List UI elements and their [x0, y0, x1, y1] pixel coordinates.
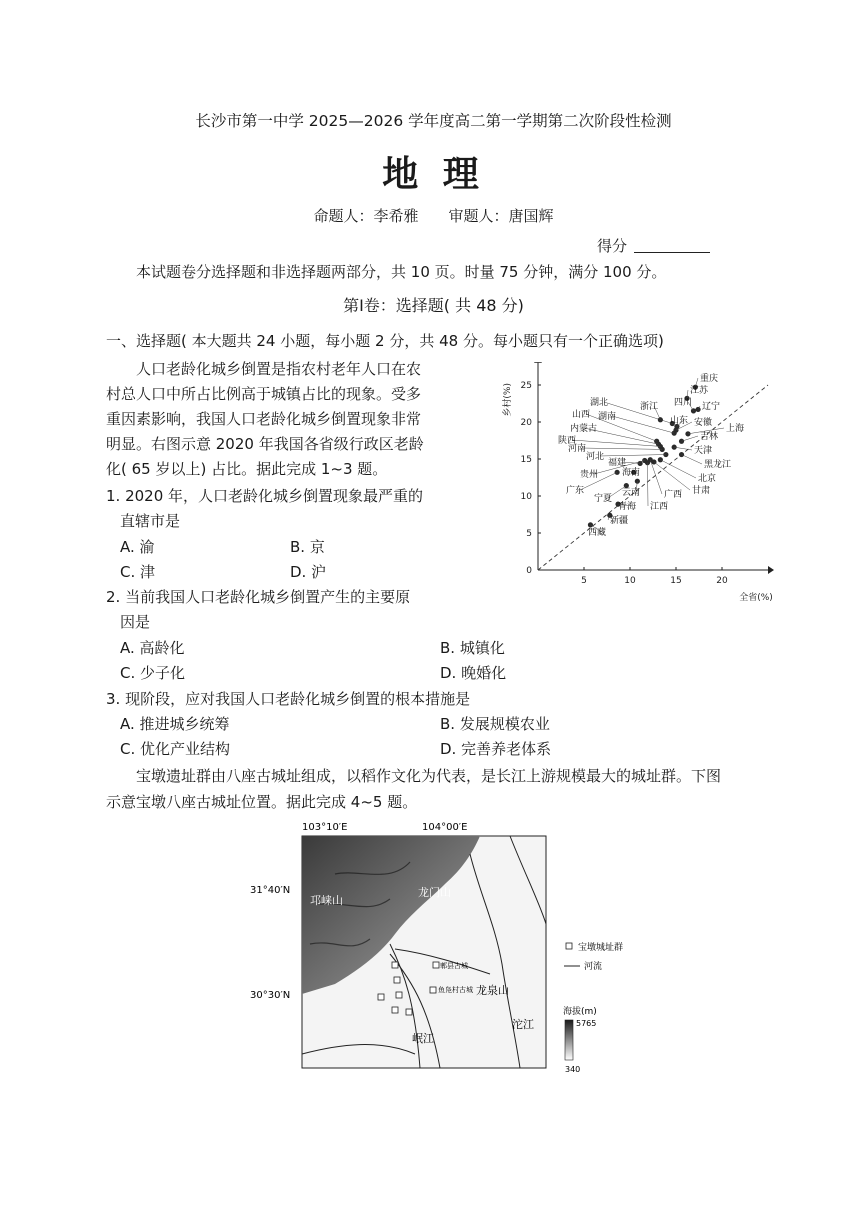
x-tick-label: 5 — [581, 576, 587, 586]
option-a[interactable]: A. 渝 — [120, 538, 155, 556]
y-tick-label: 15 — [520, 455, 532, 465]
point-label: 宁夏 — [594, 494, 613, 504]
x-tick-label: 20 — [716, 576, 728, 586]
legend-elev-bar — [565, 1020, 573, 1060]
leader-line — [674, 447, 692, 450]
intro-line: 化( 65 岁以上) 占比。据此完成 1~3 题。 — [106, 460, 388, 478]
mountain-label: 邛崃山 — [310, 894, 343, 907]
leader-line — [612, 416, 674, 433]
data-point — [588, 522, 593, 527]
leader-line — [600, 455, 666, 456]
volume-title: 第Ⅰ卷：选择题( 共 48 分) — [343, 296, 524, 315]
option-c[interactable]: C. 津 — [120, 563, 156, 581]
point-label: 江西 — [650, 502, 669, 512]
option-b[interactable]: B. 发展规模农业 — [440, 715, 550, 733]
site-label: 鱼凫村古城 — [438, 986, 473, 994]
section-heading: 一、选择题( 本大题共 24 小题，每小题 2 分，共 48 分。每小题只有一个正确选项) — [106, 332, 664, 350]
option-c[interactable]: C. 优化产业结构 — [120, 740, 231, 758]
intro-line: 村总人口中所占比例高于城镇占比的现象。受多 — [106, 385, 422, 403]
river-label: 沱江 — [512, 1018, 534, 1031]
y-tick-label: 25 — [520, 381, 532, 391]
lat-label: 30°30′N — [250, 990, 291, 1001]
point-label: 青海 — [618, 502, 637, 512]
point-label: 重庆 — [700, 374, 719, 384]
point-label: 天津 — [694, 446, 713, 456]
score-label: 得分 — [597, 237, 628, 255]
point-label: 海南 — [622, 468, 641, 478]
y-tick-label: 10 — [520, 492, 532, 502]
point-label: 上海 — [726, 424, 745, 434]
river-label: 岷江 — [412, 1032, 434, 1045]
lon-label: 103°10′E — [302, 822, 348, 833]
x-tick-label: 15 — [670, 576, 682, 586]
option-d[interactable]: D. 晚婚化 — [440, 664, 507, 682]
option-d[interactable]: D. 沪 — [290, 563, 327, 581]
point-label: 甘肃 — [692, 486, 711, 496]
option-b[interactable]: B. 京 — [290, 538, 325, 556]
point-label: 新疆 — [610, 516, 629, 526]
question-stem: 3. 现阶段，应对我国人口老龄化城乡倒置的根本措施是 — [106, 690, 471, 708]
leader-line — [647, 463, 648, 506]
instructions: 本试题卷分选择题和非选择题两部分，共 10 页。时量 75 分钟，满分 100 分。 — [136, 263, 667, 281]
y-axis-title: 乡村(%) — [503, 383, 513, 417]
subject-title: 地 理 — [382, 153, 485, 195]
point-label: 湖南 — [598, 412, 617, 422]
aging-scatter-chart — [490, 362, 790, 602]
legend-elev-min: 340 — [565, 1065, 581, 1074]
point-label: 四川 — [674, 398, 693, 408]
point-label: 北京 — [698, 474, 717, 484]
option-a[interactable]: A. 推进城乡统筹 — [120, 715, 230, 733]
point-label: 福建 — [608, 458, 627, 468]
intro-line: 人口老龄化城乡倒置是指农村老年人口在农 — [136, 360, 422, 378]
point-label: 广东 — [566, 486, 585, 496]
mountain-label: 龙泉山 — [476, 984, 509, 997]
point-label: 黑龙江 — [704, 460, 732, 470]
point-label: 云南 — [622, 488, 641, 498]
point-label: 陕西 — [558, 436, 577, 446]
leader-line — [582, 448, 662, 449]
authors-line: 命题人：李希雅 审题人：唐国辉 — [313, 207, 554, 225]
mountain-label: 龙门山 — [418, 886, 451, 899]
y-tick-label: 0 — [526, 566, 532, 576]
point-label: 江苏 — [690, 386, 709, 396]
option-a[interactable]: A. 高龄化 — [120, 639, 185, 657]
data-point — [685, 431, 690, 436]
point-label: 吉林 — [700, 432, 719, 442]
intro2-line: 示意宝墩八座古城址位置。据此完成 4~5 题。 — [106, 793, 418, 811]
lat-label: 31°40′N — [250, 885, 291, 896]
point-label: 河南 — [568, 444, 587, 454]
intro-line: 明显。右图示意 2020 年我国各省级行政区老龄 — [106, 435, 424, 453]
intro-line: 重因素影响，我国人口老龄化城乡倒置现象非常 — [106, 410, 422, 428]
point-label: 西藏 — [588, 528, 607, 538]
point-label: 浙江 — [640, 402, 659, 412]
legend-elev-title: 海拔(m) — [563, 1007, 597, 1017]
lon-label: 104°00′E — [422, 822, 468, 833]
legend-site-symbol — [566, 943, 572, 949]
point-label: 广西 — [664, 490, 683, 500]
point-label: 辽宁 — [702, 402, 721, 412]
question-stem: 直辖市是 — [120, 512, 181, 530]
score-blank[interactable] — [634, 252, 710, 253]
point-label: 安徽 — [694, 418, 713, 428]
leader-line — [682, 436, 698, 441]
data-point — [658, 457, 663, 462]
baodun-map-figure — [240, 814, 660, 1074]
question-stem: 1. 2020 年，人口老龄化城乡倒置现象最严重的 — [106, 487, 424, 505]
y-axis-arrow — [534, 362, 542, 363]
x-axis-title: 全省(%) — [739, 593, 773, 602]
x-axis-arrow — [768, 566, 774, 574]
option-d[interactable]: D. 完善养老体系 — [440, 740, 552, 758]
school-title: 长沙市第一中学 2025—2026 学年度高二第一学期第二次阶段性检测 — [195, 112, 672, 130]
y-tick-label: 20 — [520, 418, 532, 428]
data-point — [672, 431, 677, 436]
legend-elev-max: 5765 — [576, 1019, 597, 1028]
intro2-line: 宝墩遗址群由八座古城址组成，以稻作文化为代表，是长江上游规模最大的城址群。下图 — [136, 767, 722, 785]
site-label: 郫县古城 — [440, 962, 468, 970]
option-c[interactable]: C. 少子化 — [120, 664, 186, 682]
question-stem: 因是 — [120, 613, 151, 631]
point-label: 贵州 — [580, 470, 599, 480]
legend-river-label: 河流 — [584, 962, 603, 972]
point-label: 山东 — [670, 416, 689, 426]
x-tick-label: 10 — [624, 576, 636, 586]
question-stem: 2. 当前我国人口老龄化城乡倒置产生的主要原 — [106, 588, 411, 606]
point-label: 河北 — [586, 452, 605, 462]
option-b[interactable]: B. 城镇化 — [440, 639, 505, 657]
point-label: 山西 — [572, 410, 591, 420]
point-label: 内蒙古 — [570, 424, 598, 434]
data-point — [695, 407, 700, 412]
legend-site-label: 宝墩城址群 — [578, 943, 624, 953]
y-tick-label: 5 — [526, 529, 532, 539]
leader-line — [660, 460, 696, 478]
point-label: 湖北 — [590, 398, 609, 408]
leader-line — [650, 460, 662, 494]
